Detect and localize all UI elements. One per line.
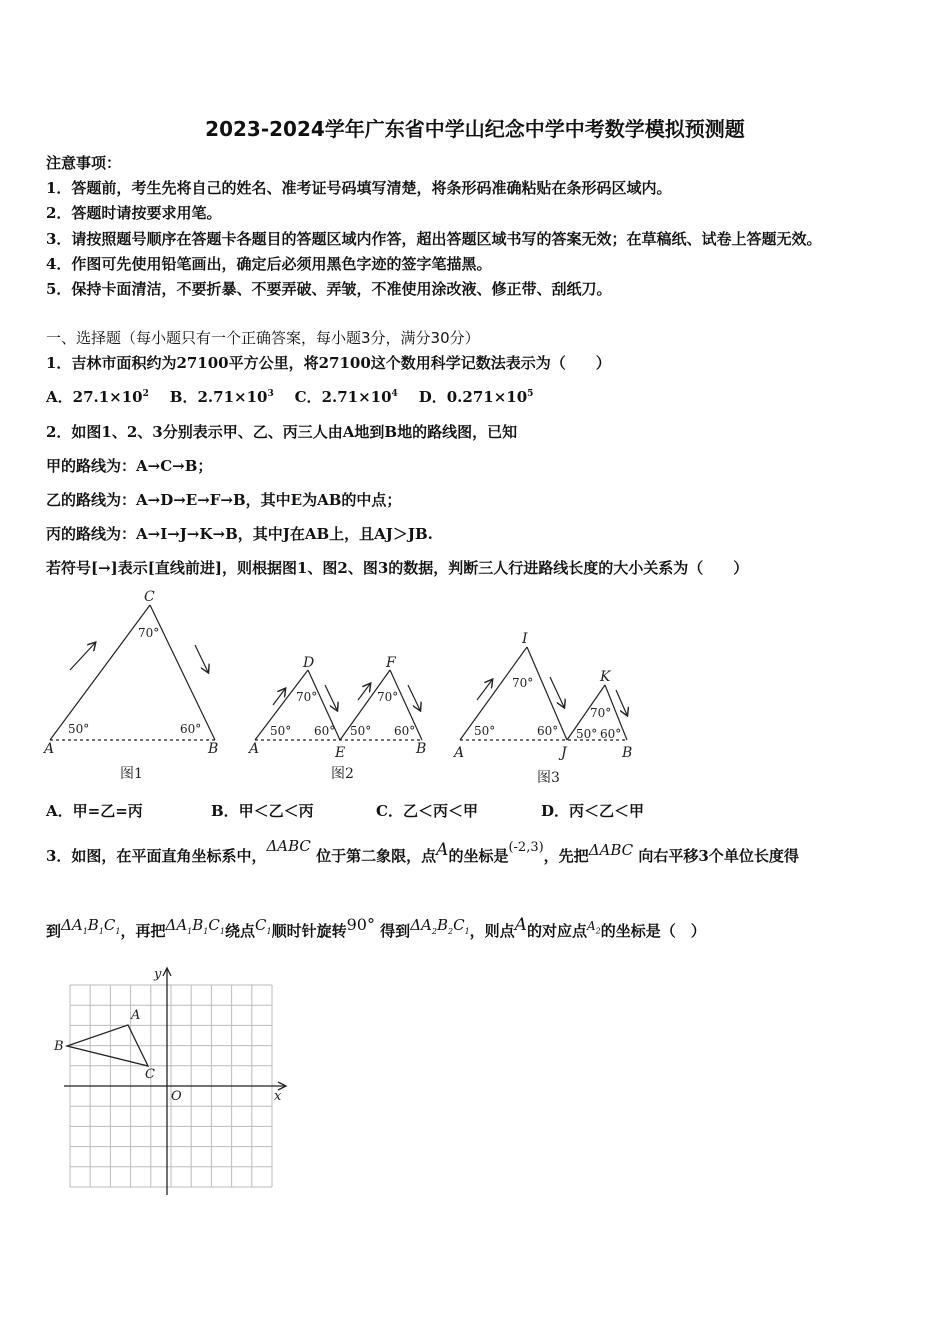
- svg-text:E: E: [335, 745, 346, 761]
- notice-heading: 注意事项：: [46, 154, 122, 172]
- notice-item: 5．保持卡面清洁，不要折暴、不要弄破、弄皱，不准使用涂改液、修正带、刮纸刀。: [46, 280, 612, 298]
- svg-text:D: D: [303, 655, 315, 671]
- svg-text:60°: 60°: [600, 727, 622, 741]
- svg-text:B: B: [208, 741, 219, 757]
- q1-option-c[interactable]: C．$2.71\times 10^4$: [294, 388, 398, 406]
- route-figures: [40, 585, 640, 790]
- svg-text:A: A: [44, 741, 55, 757]
- arrow-icon: [616, 690, 627, 715]
- svg-text:图2: 图2: [331, 766, 354, 782]
- svg-text:70°: 70°: [512, 676, 534, 690]
- svg-text:70°: 70°: [138, 626, 160, 640]
- svg-text:y: y: [154, 967, 162, 982]
- q2-option-a[interactable]: A．甲=乙=丙: [46, 802, 143, 820]
- arrow-icon: [358, 684, 370, 700]
- question-2-stem: 2．如图1、2、3分别表示甲、乙、丙三人由A地到B地的路线图，已知: [46, 423, 518, 441]
- svg-text:A: A: [249, 741, 260, 757]
- svg-text:50°: 50°: [68, 722, 90, 736]
- svg-text:B: B: [416, 741, 427, 757]
- question-2-options: [46, 800, 644, 821]
- figure-1: [50, 605, 215, 740]
- q1-option-a[interactable]: A．$27.1\times 10^2$: [46, 388, 149, 406]
- svg-text:C: C: [144, 589, 155, 605]
- svg-text:C: C: [145, 1067, 155, 1082]
- question-3-line-1: 3．如图，在平面直角坐标系中，ΔABC 位于第二象限，点A的坐标是(-2,3)，先把ΔABC 向右平移3个单位长度得: [46, 837, 799, 865]
- svg-text:B: B: [622, 745, 633, 761]
- svg-text:50°: 50°: [474, 724, 496, 738]
- svg-text:A: A: [131, 1008, 141, 1023]
- question-2-line: 丙的路线为：A→I→J→K→B，其中J在AB上，且AJ＞JB.: [46, 525, 433, 543]
- svg-text:图3: 图3: [537, 770, 560, 786]
- q1-option-b[interactable]: B．$2.71\times 10^3$: [169, 388, 274, 406]
- svg-text:70°: 70°: [296, 690, 318, 704]
- notice-item: 1．答题前，考生先将自己的姓名、准考证号码填写清楚，将条形码准确粘贴在条形码区域内。: [46, 179, 672, 197]
- svg-text:60°: 60°: [314, 724, 336, 738]
- svg-text:图1: 图1: [120, 766, 143, 782]
- question-3-line-2: 到$\Delta A_1B_1C_1$，再把$\Delta A_1B_1C_1$绕点$C_1$顺时针旋转90° 得到$\Delta A_2B_2C_1$，则点A的对应点$^{A_2}$的坐标是（ ）: [46, 915, 706, 940]
- svg-text:I: I: [522, 631, 528, 647]
- svg-text:A: A: [454, 745, 465, 761]
- question-1-options: [46, 386, 533, 407]
- question-2-line: 乙的路线为：A→D→E→F→B，其中E为AB的中点；: [46, 491, 402, 509]
- question-2-line: 若符号[→]表示[直线前进]，则根据图1、图2、图3的数据，判断三人行进路线长度的大小关系为（ ）: [46, 559, 749, 577]
- arrow-icon: [477, 680, 492, 700]
- svg-text:50°: 50°: [576, 727, 598, 741]
- q2-option-d[interactable]: D．丙＜乙＜甲: [541, 802, 645, 820]
- svg-text:70°: 70°: [590, 706, 612, 720]
- question-1-stem: 1．吉林市面积约为27100平方公里，将27100这个数用科学记数法表示为（ ）: [46, 354, 611, 372]
- svg-text:60°: 60°: [180, 722, 202, 736]
- svg-text:60°: 60°: [394, 724, 416, 738]
- arrow-icon: [550, 677, 564, 707]
- arrow-icon: [325, 685, 337, 710]
- question-2-line: 甲的路线为：A→C→B；: [46, 457, 213, 475]
- svg-text:J: J: [561, 745, 567, 761]
- arrow-icon: [408, 685, 420, 710]
- notice-item: 2．答题时请按要求用笔。: [46, 204, 222, 222]
- arrow-icon: [195, 645, 208, 672]
- notice-item: 3．请按照题号顺序在答题卡各题目的答题区域内作答，超出答题区域书写的答案无效；在草稿纸、试卷上答题无效。: [46, 230, 822, 248]
- svg-text:F: F: [386, 655, 396, 671]
- svg-text:50°: 50°: [350, 724, 372, 738]
- svg-text:x: x: [274, 1089, 282, 1104]
- arrow-icon: [70, 643, 95, 670]
- q2-option-b[interactable]: B．甲＜乙＜丙: [211, 802, 314, 820]
- svg-text:O: O: [171, 1089, 182, 1104]
- coordinate-grid-figure: [50, 965, 295, 1205]
- svg-text:K: K: [600, 669, 611, 685]
- svg-text:60°: 60°: [537, 724, 559, 738]
- svg-text:B: B: [54, 1039, 64, 1054]
- section-heading: 一、选择题（每小题只有一个正确答案，每小题3分，满分30分）: [46, 329, 480, 347]
- svg-text:50°: 50°: [270, 724, 292, 738]
- notice-item: 4．作图可先使用铅笔画出，确定后必须用黑色字迹的签字笔描黑。: [46, 255, 492, 273]
- page-title: 2023-2024学年广东省中学山纪念中学中考数学模拟预测题: [205, 117, 745, 141]
- q2-option-c[interactable]: C．乙＜丙＜甲: [376, 802, 478, 820]
- q1-option-d[interactable]: D．$0.271\times 10^5$: [418, 388, 534, 406]
- svg-text:70°: 70°: [377, 690, 399, 704]
